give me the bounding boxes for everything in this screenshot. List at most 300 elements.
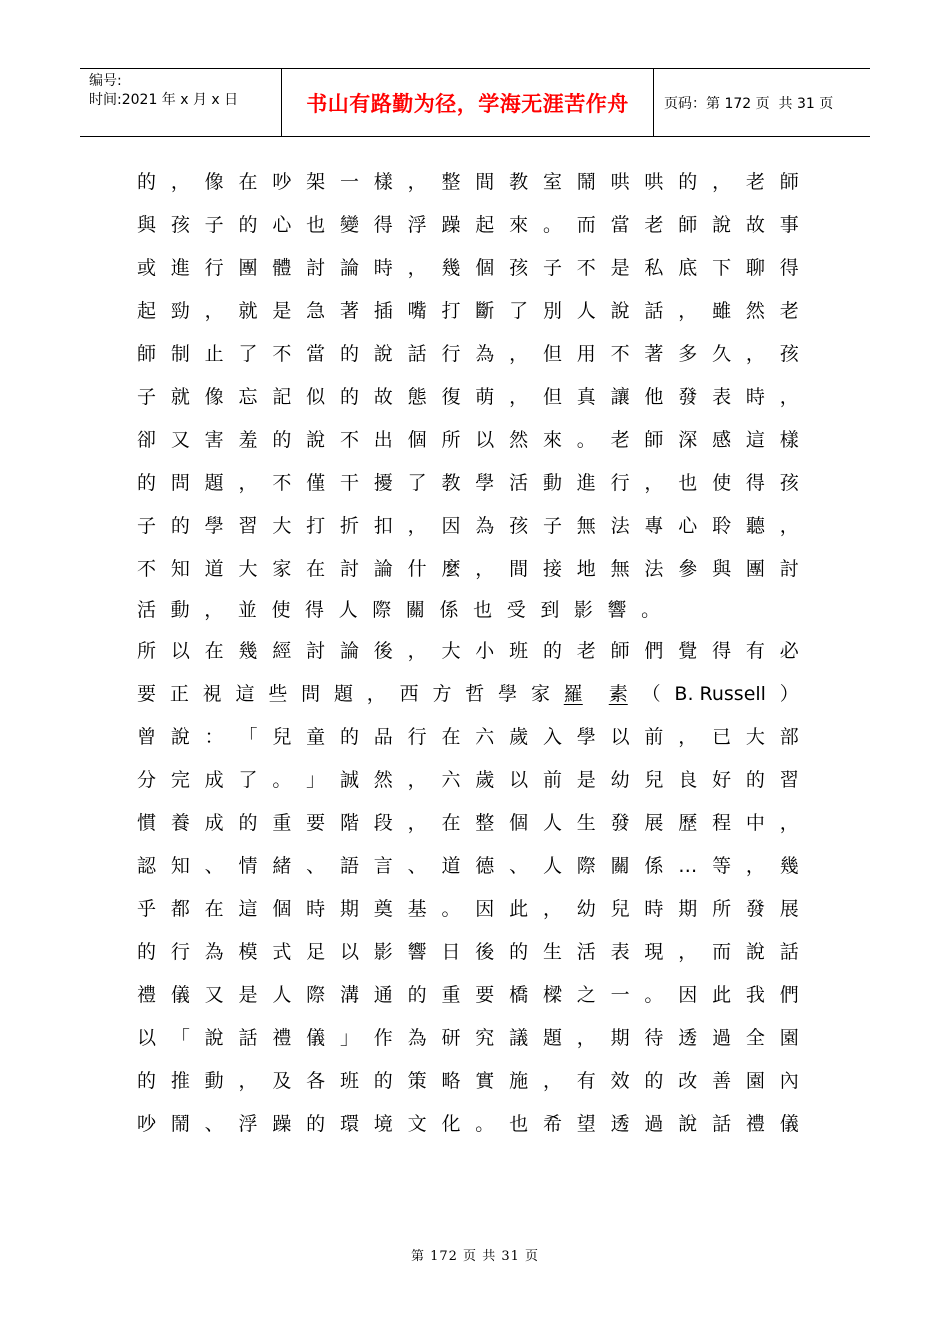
text-char: 因 [441,515,461,537]
text-char: 師 [137,343,157,365]
text-char: ， [407,640,427,662]
text-char: 議 [509,1027,529,1049]
text-char: 兒 [644,769,664,791]
text-char: 論 [373,558,393,580]
text-char: 擾 [373,472,393,494]
text-char: 躁 [441,214,461,236]
text-char: 禮 [137,984,157,1006]
text-char: 像 [204,386,224,408]
text-char: 題 [204,472,224,494]
text-char: 不 [272,472,292,494]
text-char: 討 [306,640,326,662]
text-char: 人 [542,812,562,834]
text-char: 說 [712,214,732,236]
text-char: 整 [441,171,461,193]
text-char: 浮 [407,214,427,236]
text-char: 問 [170,472,190,494]
text-char: 以 [509,769,529,791]
text-char: 模 [238,941,258,963]
text-char: 正 [169,683,189,705]
text-char: 園 [745,1070,765,1092]
text-char: ， [509,386,529,408]
time-value: 2021 年 x 月 x 日 [121,92,239,108]
text-char: 故 [373,386,393,408]
text-char: 子 [542,257,562,279]
text-char: 止 [204,343,224,365]
text-char: 為 [475,343,495,365]
text-char: 得 [712,640,732,662]
text-char: 進 [170,257,190,279]
text-char: 用 [576,343,596,365]
text-char: 的 [509,941,529,963]
text-char: 希 [542,1113,562,1135]
text-char: 論 [339,640,359,662]
text-char: 個 [509,812,529,834]
text-char: 必 [779,640,799,662]
text-char: 誠 [339,769,359,791]
header-page-cell [654,69,870,136]
text-char: 的 [170,515,190,537]
text-char: 又 [170,429,190,451]
text-char: 得 [305,599,325,621]
text-char: 浮 [238,1113,258,1135]
text-char: 聽 [745,515,765,537]
text-char: 使 [712,472,732,494]
text-char: ， [238,1070,258,1092]
text-char: 題 [333,683,353,705]
text-char: 以 [610,726,630,748]
text-char: 樣 [779,429,799,451]
text-char: 生 [576,812,596,834]
text-char: 故 [745,214,765,236]
text-char: 「 [170,1027,190,1049]
text-char: 。 [576,429,596,451]
text-char: 感 [712,429,732,451]
text-char: 班 [339,1070,359,1092]
text-line [137,333,799,376]
text-char: 全 [745,1027,765,1049]
text-char: 內 [779,1070,799,1092]
paren-close: ） [779,683,799,705]
text-char: 動 [204,1070,224,1092]
text-char: 以 [475,429,495,451]
text-char: 展 [644,812,664,834]
text-char: 重 [272,812,292,834]
text-char: 勁 [170,300,190,322]
text-char: 行 [407,726,427,748]
text-char: 幾 [441,257,461,279]
text-char: 是 [272,300,292,322]
text-char: 。 [542,214,562,236]
text-char: 心 [678,515,698,537]
text-char: 人 [338,599,358,621]
text-char: 學 [498,683,518,705]
text-char: 程 [712,812,732,834]
text-char: 說 [306,429,326,451]
text-char: 也 [473,599,493,621]
text-char: 這 [745,429,765,451]
text-char: 影 [373,941,393,963]
text-char: 的 [238,812,258,834]
text-char: 無 [576,515,596,537]
text-char: 個 [272,898,292,920]
text-char: 多 [678,343,698,365]
text-char: 幼 [576,898,596,920]
text-char: 說 [170,726,190,748]
text-char: 重 [441,984,461,1006]
text-char: 已 [712,726,732,748]
text-char: 的 [137,472,157,494]
text-char: 法 [610,515,630,537]
text-char: 行 [610,472,630,494]
text-char: 情 [238,855,258,877]
text-char: 僅 [306,472,326,494]
text-char: 老 [745,171,765,193]
text-char: 師 [779,171,799,193]
text-char: 推 [170,1070,190,1092]
text-char: 、 [509,855,529,877]
text-char: 際 [372,599,392,621]
text-char: ， [542,1070,562,1092]
text-char: 孩 [509,257,529,279]
text-char: 要 [137,683,157,705]
text-char: 兒 [272,726,292,748]
text-char: 班 [509,640,529,662]
header-motto-cell [282,69,654,136]
text-char: 我 [745,984,765,1006]
text-char: 文 [407,1113,427,1135]
text-char: 在 [238,171,258,193]
text-char: 環 [339,1113,359,1135]
text-char: 子 [542,515,562,537]
text-char: 成 [204,812,224,834]
text-char: 。 [475,1113,495,1135]
text-char: 待 [644,1027,664,1049]
text-char: 哲 [465,683,485,705]
text-char: 在 [306,558,326,580]
text-line [137,716,799,759]
text-char: 活 [576,941,596,963]
text-char: 後 [373,640,393,662]
text-line [137,888,799,931]
text-char: 的 [272,429,292,451]
text-char: 樑 [542,984,562,1006]
text-char: ： [204,726,224,748]
text-char: 記 [272,386,292,408]
text-char: ， [509,343,529,365]
text-char: 現 [644,941,664,963]
text-char: 為 [475,515,495,537]
text-line [137,591,799,630]
text-char: 下 [712,257,732,279]
text-char: 哄 [610,171,630,193]
text-char: 論 [339,257,359,279]
text-char: 慣 [137,812,157,834]
text-char: 子 [137,386,157,408]
text-char: 了 [238,343,258,365]
text-char: 足 [306,941,326,963]
text-char: 。 [272,769,292,791]
text-char: 的 [373,1070,393,1092]
text-char: 視 [202,683,222,705]
text-char: 」 [339,1027,359,1049]
text-char: 大 [441,640,461,662]
text-char: 曾 [137,726,157,748]
text-char: 羞 [238,429,258,451]
text-char: ， [407,812,427,834]
text-char: 話 [238,1027,258,1049]
text-char: 小 [475,640,495,662]
text-char: 事 [779,214,799,236]
text-char: ， [204,300,224,322]
text-char: 透 [678,1027,698,1049]
text-char: 、 [204,1113,224,1135]
text-char: 際 [306,984,326,1006]
text-char: 六 [441,769,461,791]
text-char: 通 [373,984,393,1006]
text-char: 久 [712,343,732,365]
text-char: 際 [576,855,596,877]
text-char: 覺 [678,640,698,662]
text-char: 急 [306,300,326,322]
text-char: 話 [644,300,664,322]
text-char: 專 [644,515,664,537]
text-char: 他 [644,386,664,408]
text-char: ， [238,472,258,494]
text-char: 來 [509,214,529,236]
text-char: 變 [339,214,359,236]
text-char: 策 [407,1070,427,1092]
text-char: 中 [745,812,765,834]
text-char: 不 [610,343,630,365]
text-char: 麼 [441,558,461,580]
text-char: 行 [204,257,224,279]
text-char: 生 [542,941,562,963]
text-char: 討 [779,558,799,580]
text-char: ， [407,515,427,537]
text-char: 又 [204,984,224,1006]
text-char: ， [678,726,698,748]
text-char: 係 [644,855,664,877]
text-char: 老 [779,300,799,322]
text-char: 兒 [610,898,630,920]
text-char: 歲 [509,726,529,748]
text-char: 討 [339,558,359,580]
text-char: 知 [170,855,190,877]
text-line [137,1103,799,1146]
text-char: 然 [745,300,765,322]
text-char: 在 [204,898,224,920]
text-char: 學 [204,515,224,537]
text-char: 期 [610,1027,630,1049]
text-char: 的 [339,386,359,408]
text-char: 話 [712,1113,732,1135]
text-char: 些 [268,683,288,705]
text-char: 幾 [238,640,258,662]
text-char: 語 [339,855,359,877]
text-char: 化 [441,1113,461,1135]
text-char: 的 [407,984,427,1006]
text-char: ， [779,515,799,537]
text-line [137,419,799,462]
text-char: ， [779,386,799,408]
text-char: 也 [678,472,698,494]
text-char: ， [204,599,224,621]
text-char: 活 [509,472,529,494]
text-char: 底 [678,257,698,279]
text-char: ， [542,898,562,920]
text-char: 的 [137,171,157,193]
text-char: 有 [576,1070,596,1092]
text-char: 打 [306,515,326,537]
text-char: 緒 [272,855,292,877]
text-char: 西 [399,683,419,705]
text-line [137,247,799,290]
text-char: 橋 [509,984,529,1006]
text-char: 得 [373,214,393,236]
text-char: 不 [137,558,157,580]
text-char: 大 [238,558,258,580]
text-char: 人 [542,855,562,877]
text-char: 似 [306,386,326,408]
text-char: 來 [542,429,562,451]
text-char: 著 [339,300,359,322]
text-char: 嘴 [407,300,427,322]
text-char: 發 [610,812,630,834]
text-char: 禮 [745,1113,765,1135]
text-char: ， [407,257,427,279]
text-char: 子 [137,515,157,537]
text-char: 但 [542,386,562,408]
text-line [137,1060,799,1103]
text-char: 儀 [779,1113,799,1135]
text-line [137,802,799,845]
time-line [89,91,281,110]
text-char: 各 [306,1070,326,1092]
text-char: 行 [170,941,190,963]
text-char: 段 [373,812,393,834]
text-char: 討 [306,257,326,279]
text-char: 、 [306,855,326,877]
text-char: 說 [745,941,765,963]
text-char: ， [678,300,698,322]
text-char: 是 [238,984,258,1006]
text-char: 的 [678,171,698,193]
text-char: 著 [644,343,664,365]
text-char: 都 [170,898,190,920]
text-char: 過 [644,1113,664,1135]
text-char: 而 [712,941,732,963]
text-char: 說 [204,1027,224,1049]
text-char: 略 [441,1070,461,1092]
text-char: 表 [610,941,630,963]
text-char: 期 [678,898,698,920]
text-char: 作 [373,1027,393,1049]
text-line [137,845,799,888]
text-char: 基 [407,898,427,920]
text-char: 分 [137,769,157,791]
text-char: 時 [745,386,765,408]
text-line [137,630,799,673]
text-char: 研 [441,1027,461,1049]
text-line [137,505,799,548]
text-char: 說 [610,300,630,322]
text-char: 無 [610,558,630,580]
text-char: 式 [272,941,292,963]
text-char: 童 [306,726,326,748]
text-char: 期 [339,898,359,920]
text-char: 言 [373,855,393,877]
text-char: 關 [405,599,425,621]
text-char: 私 [644,257,664,279]
text-char: 時 [373,257,393,279]
text-char: ， [366,683,386,705]
text-char: 學 [475,472,495,494]
text-char: 因 [475,898,495,920]
text-char: ， [407,769,427,791]
text-char: 制 [170,343,190,365]
text-char: 孩 [509,515,529,537]
text-char: 團 [745,558,765,580]
text-char: 以 [170,640,190,662]
text-char: 所 [712,898,732,920]
text-char: 師 [610,640,630,662]
text-char: 幼 [610,769,630,791]
text-char: 日 [441,941,461,963]
text-char: 像 [204,171,224,193]
text-char: 人 [576,300,596,322]
text-char: 害 [204,429,224,451]
text-char: 展 [779,898,799,920]
text-char: 」 [306,769,326,791]
text-char: ， [745,343,765,365]
text-char: 不 [576,257,596,279]
text-char: 的 [238,214,258,236]
text-char: 斷 [475,300,495,322]
text-char: 關 [610,855,630,877]
text-char: 到 [540,599,560,621]
text-char: 的 [306,1113,326,1135]
text-char: 的 [542,640,562,662]
text-char: 大 [272,515,292,537]
text-char: 體 [272,257,292,279]
text-char: 在 [441,726,461,748]
text-char: 吵 [137,1113,157,1135]
text-char: 間 [475,171,495,193]
text-char: 並 [237,599,257,621]
text-char: 要 [475,984,495,1006]
text-char: 此 [712,984,732,1006]
text-char: 因 [678,984,698,1006]
text-char: 。 [644,984,664,1006]
text-char: 然 [373,769,393,791]
text-char: 人 [272,984,292,1006]
text-char: 起 [137,300,157,322]
text-char: 躁 [272,1113,292,1135]
text-char: 了 [407,472,427,494]
text-char: 透 [610,1113,630,1135]
text-char: 發 [678,386,698,408]
text-char: 不 [272,343,292,365]
text-char: 地 [576,558,596,580]
text-char: 得 [745,472,765,494]
text-char: 什 [407,558,427,580]
text-char: 奠 [373,898,393,920]
paren-open: （ [641,683,661,705]
text-line [137,931,799,974]
text-char: 與 [712,558,732,580]
text-char: 完 [170,769,190,791]
